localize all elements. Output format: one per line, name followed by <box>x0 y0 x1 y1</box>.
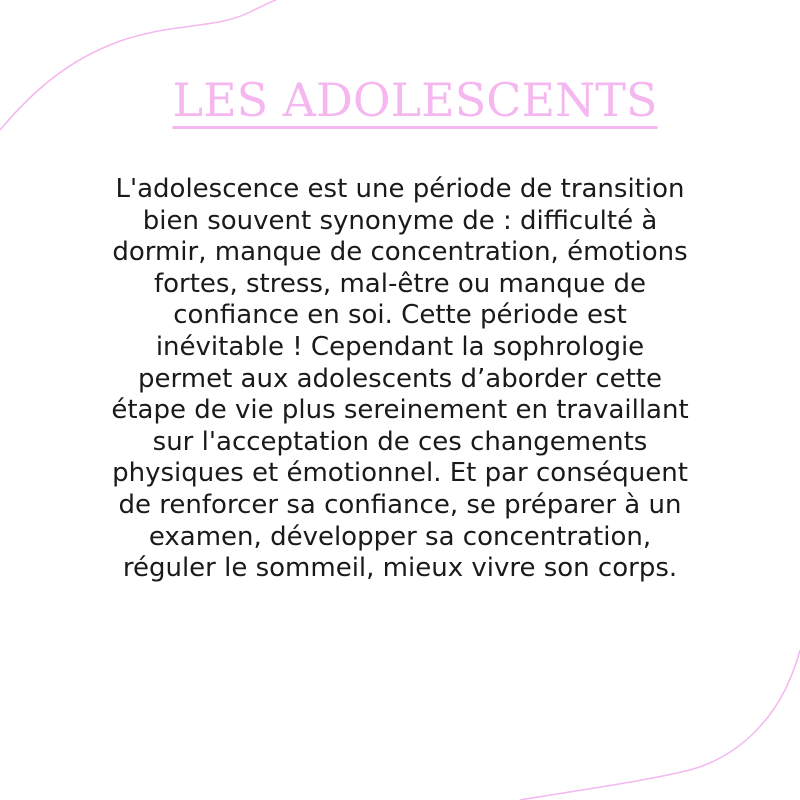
description-paragraph: L'adolescence est une période de transition bien souvent synonyme de : difficulté à dormir, manque de concentration, émotions fortes, stress, mal-être ou manque de confiance en soi. Cette période est inévitable ! Cependant la sophrologie permet aux adolescents d’aborder cette étape de vie plus sereinement en travaillant sur l'acceptation de ces changements physiques et émotionnel. Et par conséquent de renforcer sa confiance, se préparer à un examen, développer sa concentration, réguler le sommeil, mieux vivre son corps. <box>111 174 689 584</box>
page-title: LES ADOLESCENTS <box>172 73 658 127</box>
bottom-right-curve <box>520 650 800 800</box>
